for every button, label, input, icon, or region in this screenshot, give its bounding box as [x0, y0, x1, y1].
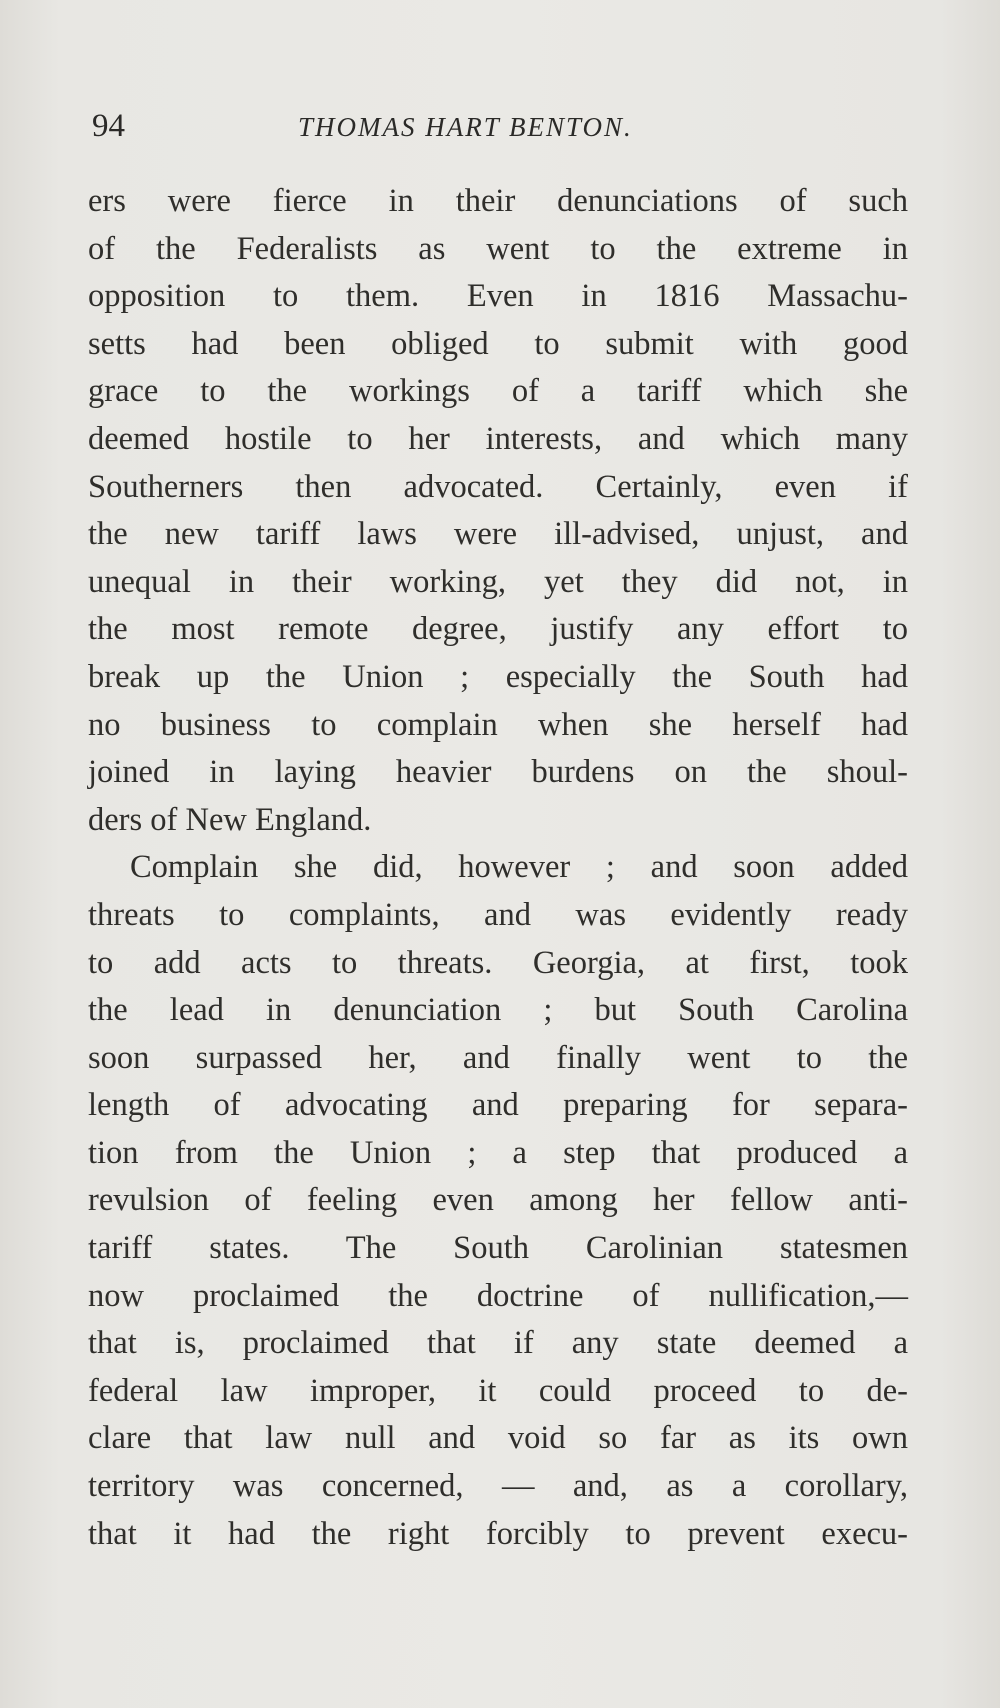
text-line: threats to complaints, and was evidently ready	[88, 896, 908, 933]
text-line: tariff states. The South Carolinian statesmen	[88, 1230, 908, 1267]
text-line: joined in laying heavier burdens on the shoul-	[88, 754, 908, 791]
text-line: deemed hostile to her interests, and which many	[88, 420, 908, 457]
text-line: no business to complain when she herself had	[88, 706, 908, 743]
text-line: opposition to them. Even in 1816 Massachu-	[88, 278, 908, 315]
text-line: now proclaimed the doctrine of nullification,—	[88, 1277, 908, 1314]
page-number: 94	[92, 108, 125, 144]
text-line: length of advocating and preparing for separa-	[88, 1087, 908, 1124]
text-line: federal law improper, it could proceed to de-	[88, 1372, 908, 1409]
page-header	[88, 108, 908, 156]
text-line: the most remote degree, justify any effort to	[88, 611, 908, 648]
text-line: unequal in their working, yet they did not, in	[88, 563, 908, 600]
text-line: the new tariff laws were ill-advised, unjust, and	[88, 516, 908, 553]
text-line: clare that law null and void so far as its own	[88, 1420, 908, 1457]
text-line: the lead in denunciation ; but South Carolina	[88, 992, 908, 1029]
body-text	[88, 178, 908, 1558]
text-line: ers were fierce in their denunciations of such	[88, 183, 908, 219]
text-line: that it had the right forcibly to prevent execu-	[88, 1515, 908, 1552]
text-line: to add acts to threats. Georgia, at first, took	[88, 944, 908, 981]
text-line: territory was concerned, — and, as a corollary,	[88, 1468, 908, 1505]
text-line: revulsion of feeling even among her fellow anti-	[88, 1182, 908, 1219]
text-line: ders of New England.	[88, 801, 372, 838]
text-line: Complain she did, however ; and soon added	[130, 849, 908, 886]
text-line: soon surpassed her, and finally went to the	[88, 1039, 908, 1076]
text-line: that is, proclaimed that if any state deemed a	[88, 1325, 908, 1362]
text-line: setts had been obliged to submit with good	[88, 325, 908, 362]
text-line: tion from the Union ; a step that produced a	[88, 1134, 908, 1171]
text-line: grace to the workings of a tariff which she	[88, 373, 908, 410]
running-title: THOMAS HART BENTON.	[298, 112, 633, 142]
text-line: of the Federalists as went to the extreme in	[88, 230, 908, 267]
text-line: break up the Union ; especially the South had	[88, 658, 908, 695]
text-line: Southerners then advocated. Certainly, even if	[88, 468, 908, 505]
